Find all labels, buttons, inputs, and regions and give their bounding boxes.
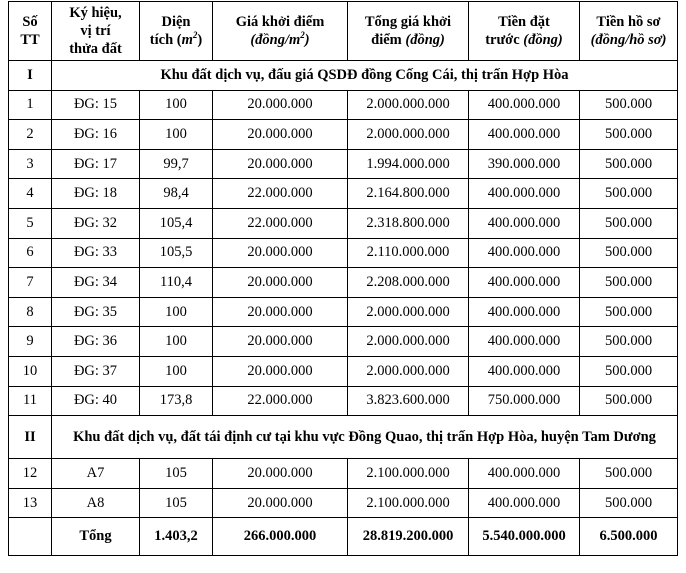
cell-ky-hieu: ĐG: 40	[52, 386, 140, 416]
cell-tien-dat-truoc: 750.000.000	[469, 386, 580, 416]
section-number: II	[9, 416, 52, 459]
table-row	[9, 327, 678, 357]
header-tien-ho-so: Tiền hồ sơ (đồng/hồ sơ)	[580, 2, 678, 61]
cell-gia-khoi-diem: 20.000.000	[213, 149, 348, 179]
cell-dien-tich: 99,7	[140, 149, 213, 179]
total-row	[9, 518, 678, 556]
cell-stt: 5	[9, 208, 52, 238]
cell-ky-hieu: ĐG: 37	[52, 356, 140, 386]
cell-gia-khoi-diem: 20.000.000	[213, 90, 348, 120]
total-label: Tổng	[52, 518, 140, 556]
cell-tien-dat-truoc: 400.000.000	[469, 90, 580, 120]
cell-stt: 11	[9, 386, 52, 416]
cell-tien-dat-truoc: 400.000.000	[469, 327, 580, 357]
cell-stt: 3	[9, 149, 52, 179]
table-row	[9, 386, 678, 416]
section-number: I	[9, 61, 52, 91]
cell-gia-khoi-diem: 20.000.000	[213, 459, 348, 489]
table-row	[9, 459, 678, 489]
cell-dien-tich: 98,4	[140, 179, 213, 209]
cell-dien-tich: 105,4	[140, 208, 213, 238]
cell-stt: 1	[9, 90, 52, 120]
total-dien-tich: 1.403,2	[140, 518, 213, 556]
cell-dien-tich: 173,8	[140, 386, 213, 416]
cell-ky-hieu: ĐG: 15	[52, 90, 140, 120]
cell-dien-tich: 100	[140, 356, 213, 386]
cell-tien-dat-truoc: 400.000.000	[469, 268, 580, 298]
cell-stt: 7	[9, 268, 52, 298]
header-tien-dat-truoc: Tiền đặt trước (đồng)	[469, 2, 580, 61]
cell-tien-dat-truoc: 400.000.000	[469, 297, 580, 327]
cell-dien-tich: 100	[140, 120, 213, 150]
cell-ky-hieu: A8	[52, 488, 140, 518]
cell-ky-hieu: ĐG: 32	[52, 208, 140, 238]
cell-ky-hieu: ĐG: 16	[52, 120, 140, 150]
table-row	[9, 120, 678, 150]
cell-tien-dat-truoc: 400.000.000	[469, 488, 580, 518]
header-gia-khoi-diem: Giá khởi điểm $(đồng/m^2)$	[213, 2, 348, 61]
cell-gia-khoi-diem: 22.000.000	[213, 386, 348, 416]
cell-dien-tich: 100	[140, 90, 213, 120]
cell-stt: 8	[9, 297, 52, 327]
cell-tien-ho-so: 500.000	[580, 90, 678, 120]
cell-tien-ho-so: 500.000	[580, 297, 678, 327]
cell-tong-gia: 2.110.000.000	[348, 238, 469, 268]
cell-tong-gia: 2.000.000.000	[348, 120, 469, 150]
total-tien-ho-so: 6.500.000	[580, 518, 678, 556]
table-row	[9, 488, 678, 518]
cell-ky-hieu: A7	[52, 459, 140, 489]
cell-tong-gia: 1.994.000.000	[348, 149, 469, 179]
cell-stt: 9	[9, 327, 52, 357]
table-row	[9, 208, 678, 238]
cell-tien-ho-so: 500.000	[580, 179, 678, 209]
cell-dien-tich: 105	[140, 488, 213, 518]
total-tien-dat-truoc: 5.540.000.000	[469, 518, 580, 556]
cell-gia-khoi-diem: 20.000.000	[213, 356, 348, 386]
land-auction-table	[8, 1, 678, 556]
total-tong-gia: 28.819.200.000	[348, 518, 469, 556]
cell-tong-gia: 2.000.000.000	[348, 90, 469, 120]
cell-tong-gia: 2.318.800.000	[348, 208, 469, 238]
cell-ky-hieu: ĐG: 34	[52, 268, 140, 298]
table-row	[9, 297, 678, 327]
cell-ky-hieu: ĐG: 35	[52, 297, 140, 327]
cell-dien-tich: 100	[140, 297, 213, 327]
table-row	[9, 149, 678, 179]
cell-tien-ho-so: 500.000	[580, 488, 678, 518]
cell-tien-dat-truoc: 400.000.000	[469, 179, 580, 209]
header-row	[9, 2, 678, 61]
cell-ky-hieu: ĐG: 36	[52, 327, 140, 357]
cell-gia-khoi-diem: 20.000.000	[213, 238, 348, 268]
table-row	[9, 179, 678, 209]
cell-tien-ho-so: 500.000	[580, 459, 678, 489]
cell-dien-tich: 110,4	[140, 268, 213, 298]
section-title: Khu đất dịch vụ, đất tái định cư tại khu vực Đồng Quao, thị trấn Hợp Hòa, huyện Tam Dương	[52, 416, 678, 459]
cell-stt: 13	[9, 488, 52, 518]
cell-ky-hieu: ĐG: 33	[52, 238, 140, 268]
cell-stt: 6	[9, 238, 52, 268]
cell-dien-tich: 100	[140, 327, 213, 357]
cell-gia-khoi-diem: 20.000.000	[213, 268, 348, 298]
cell-dien-tich: 105,5	[140, 238, 213, 268]
cell-gia-khoi-diem: 22.000.000	[213, 208, 348, 238]
header-dien-tich: Diện tích $(m^2)$	[140, 2, 213, 61]
cell-tong-gia: 2.164.800.000	[348, 179, 469, 209]
cell-tong-gia: 2.000.000.000	[348, 327, 469, 357]
table-row	[9, 268, 678, 298]
table-row	[9, 90, 678, 120]
cell-ky-hieu: ĐG: 18	[52, 179, 140, 209]
cell-tien-ho-so: 500.000	[580, 268, 678, 298]
cell-tong-gia: 2.100.000.000	[348, 459, 469, 489]
table-row	[9, 356, 678, 386]
cell-stt: 4	[9, 179, 52, 209]
header-ky-hieu: Ký hiệu, vị trí thửa đất	[52, 2, 140, 61]
cell-tien-ho-so: 500.000	[580, 327, 678, 357]
total-empty-cell	[9, 518, 52, 556]
section-header-row	[9, 416, 678, 459]
cell-tong-gia: 2.000.000.000	[348, 297, 469, 327]
cell-tien-dat-truoc: 400.000.000	[469, 459, 580, 489]
header-stt: Số TT	[9, 2, 52, 61]
cell-tong-gia: 2.000.000.000	[348, 356, 469, 386]
cell-gia-khoi-diem: 20.000.000	[213, 297, 348, 327]
cell-tong-gia: 2.208.000.000	[348, 268, 469, 298]
cell-tien-ho-so: 500.000	[580, 149, 678, 179]
cell-gia-khoi-diem: 22.000.000	[213, 179, 348, 209]
cell-tien-dat-truoc: 390.000.000	[469, 149, 580, 179]
cell-tien-ho-so: 500.000	[580, 356, 678, 386]
cell-dien-tich: 105	[140, 459, 213, 489]
cell-tong-gia: 2.100.000.000	[348, 488, 469, 518]
cell-tien-ho-so: 500.000	[580, 386, 678, 416]
cell-stt: 2	[9, 120, 52, 150]
cell-tien-ho-so: 500.000	[580, 120, 678, 150]
cell-tien-dat-truoc: 400.000.000	[469, 120, 580, 150]
cell-gia-khoi-diem: 20.000.000	[213, 327, 348, 357]
table-row	[9, 238, 678, 268]
cell-tien-dat-truoc: 400.000.000	[469, 208, 580, 238]
cell-ky-hieu: ĐG: 17	[52, 149, 140, 179]
total-gia-khoi-diem: 266.000.000	[213, 518, 348, 556]
cell-tien-dat-truoc: 400.000.000	[469, 356, 580, 386]
section-title: Khu đất dịch vụ, đấu giá QSDĐ đồng Cống Cái, thị trấn Hợp Hòa	[52, 61, 678, 91]
cell-tien-dat-truoc: 400.000.000	[469, 238, 580, 268]
cell-tien-ho-so: 500.000	[580, 208, 678, 238]
section-header-row	[9, 61, 678, 91]
cell-gia-khoi-diem: 20.000.000	[213, 488, 348, 518]
cell-stt: 12	[9, 459, 52, 489]
cell-stt: 10	[9, 356, 52, 386]
header-tong-gia: Tổng giá khởi điểm (đồng)	[348, 2, 469, 61]
cell-tien-ho-so: 500.000	[580, 238, 678, 268]
cell-gia-khoi-diem: 20.000.000	[213, 120, 348, 150]
cell-tong-gia: 3.823.600.000	[348, 386, 469, 416]
